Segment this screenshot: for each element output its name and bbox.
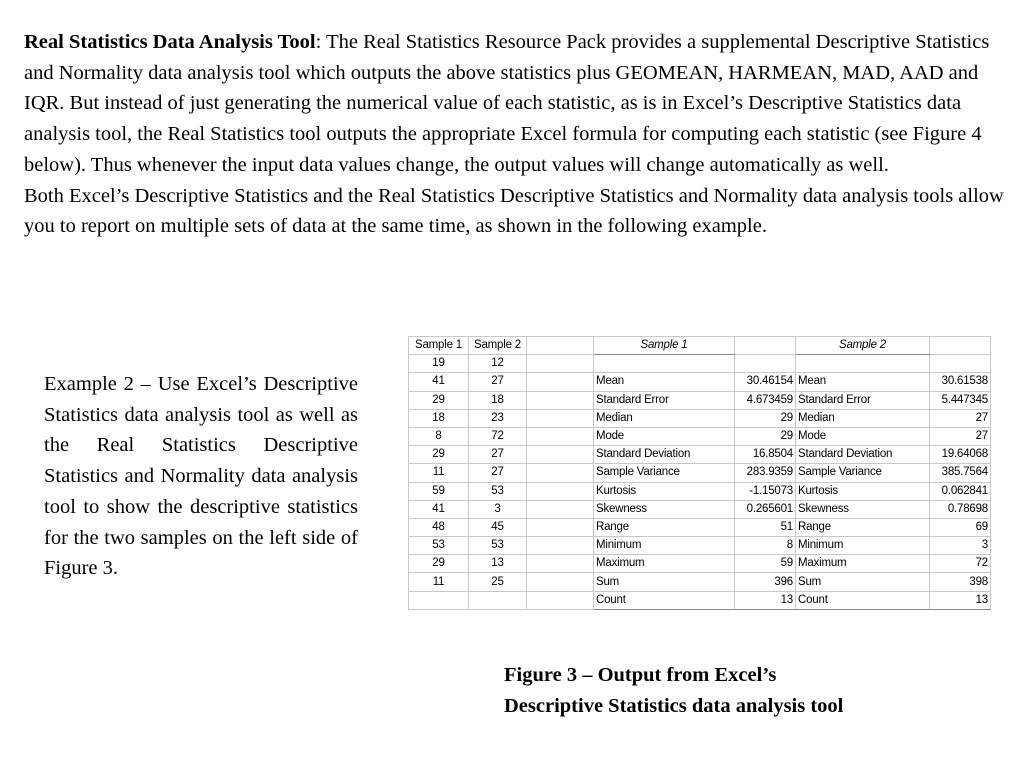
table-cell: 8 [735, 537, 796, 555]
table-cell: Mode [796, 427, 930, 445]
table-cell [527, 464, 594, 482]
table-cell [527, 427, 594, 445]
table-row [409, 464, 991, 482]
table-cell [469, 591, 527, 609]
table-cell [409, 591, 469, 609]
intro-title-separator: : [315, 31, 322, 53]
intro-paragraph-2: Both Excel’s Descriptive Statistics and the Real Statistics Descriptive Statistics and Normality data analysis tools allow you to report on multiple sets of data at the same time, as shown in the following example. [24, 184, 1004, 238]
table-cell: 59 [409, 482, 469, 500]
table-cell: Median [796, 409, 930, 427]
table-cell: 41 [409, 500, 469, 518]
caption-line-1: Figure 3 – Output from Excel’s [504, 664, 777, 686]
table-cell: 48 [409, 518, 469, 536]
table-cell: 45 [469, 518, 527, 536]
table-cell: 3 [930, 537, 991, 555]
table-cell: 25 [469, 573, 527, 591]
table-cell: 398 [930, 573, 991, 591]
header-cell: Sample 1 [409, 337, 469, 355]
table-cell: 23 [469, 409, 527, 427]
table-row [409, 391, 991, 409]
table-cell: 0.78698 [930, 500, 991, 518]
table-cell: 29 [409, 391, 469, 409]
table-cell [594, 355, 735, 373]
table-cell: 19.64068 [930, 446, 991, 464]
table-cell: Sum [796, 573, 930, 591]
table-cell: Range [594, 518, 735, 536]
table-cell: Maximum [594, 555, 735, 573]
header-cell: Sample 2 [796, 337, 930, 355]
table-cell: Minimum [796, 537, 930, 555]
table-cell: 8 [409, 427, 469, 445]
table-cell: 69 [930, 518, 991, 536]
table-cell [796, 355, 930, 373]
table-cell: Standard Deviation [796, 446, 930, 464]
table-cell [527, 409, 594, 427]
table-cell: 385.7564 [930, 464, 991, 482]
table-cell: Mode [594, 427, 735, 445]
table-cell: Mean [594, 373, 735, 391]
table-cell: Skewness [594, 500, 735, 518]
table-cell: 3 [469, 500, 527, 518]
header-cell [735, 337, 796, 355]
table-cell: Mean [796, 373, 930, 391]
table-cell [527, 391, 594, 409]
table-cell: 72 [930, 555, 991, 573]
table-cell: 12 [469, 355, 527, 373]
table-cell: 5.447345 [930, 391, 991, 409]
table-cell: 53 [469, 537, 527, 555]
table-cell: 29 [735, 427, 796, 445]
table-cell: 27 [469, 464, 527, 482]
table-cell [527, 373, 594, 391]
table-cell: 4.673459 [735, 391, 796, 409]
table-cell: Sample Variance [594, 464, 735, 482]
table-row [409, 427, 991, 445]
table-cell: 13 [930, 591, 991, 609]
intro-body-1: The Real Statistics Resource Pack provides a supplemental Descriptive Statistics and Normality data analysis tool which outputs the above statistics plus GEOMEAN, HARMEAN, MAD, AAD and IQR. But instead of just generating the numerical value of each statistic, as is in Excel’s Descriptive Statistics data analysis tool, the Real Statistics tool outputs the appropriate Excel formula for computing each statistic (see Figure 4 below). Thus whenever the input data values change, the output values will change automatically as well. [24, 31, 990, 176]
table-cell [527, 446, 594, 464]
table-cell [527, 591, 594, 609]
table-cell: 29 [409, 555, 469, 573]
table-cell: Standard Error [796, 391, 930, 409]
table-row [409, 591, 991, 609]
intro-title: Real Statistics Data Analysis Tool [24, 31, 316, 53]
table-cell: 0.062841 [930, 482, 991, 500]
spreadsheet-body [409, 337, 991, 610]
table-row [409, 409, 991, 427]
table-cell: 11 [409, 464, 469, 482]
table-cell: 19 [409, 355, 469, 373]
table-cell: 18 [469, 391, 527, 409]
table-row [409, 555, 991, 573]
table-cell: Count [594, 591, 735, 609]
table-cell: 13 [469, 555, 527, 573]
table-cell [527, 355, 594, 373]
table-row [409, 500, 991, 518]
table-row [409, 537, 991, 555]
table-cell: 283.9359 [735, 464, 796, 482]
table-cell: Kurtosis [594, 482, 735, 500]
table-cell: Range [796, 518, 930, 536]
table-cell: 59 [735, 555, 796, 573]
table-cell: 53 [469, 482, 527, 500]
table-cell [527, 482, 594, 500]
table-row [409, 355, 991, 373]
table-cell [527, 537, 594, 555]
table-cell: Skewness [796, 500, 930, 518]
table-cell: 13 [735, 591, 796, 609]
table-cell: -1.15073 [735, 482, 796, 500]
table-cell: Median [594, 409, 735, 427]
table-cell [527, 500, 594, 518]
table-cell [930, 355, 991, 373]
header-cell: Sample 2 [469, 337, 527, 355]
header-cell [527, 337, 594, 355]
intro-text [24, 27, 1009, 242]
table-cell: 18 [409, 409, 469, 427]
table-cell: 27 [930, 427, 991, 445]
table-cell [735, 355, 796, 373]
table-cell: Count [796, 591, 930, 609]
table-cell: 16.8504 [735, 446, 796, 464]
table-cell: 72 [469, 427, 527, 445]
table-cell: Maximum [796, 555, 930, 573]
table-cell: Minimum [594, 537, 735, 555]
table-cell: 41 [409, 373, 469, 391]
table-row [409, 446, 991, 464]
table-cell: Sum [594, 573, 735, 591]
table-cell: Sample Variance [796, 464, 930, 482]
table-row [409, 573, 991, 591]
table-cell: 30.46154 [735, 373, 796, 391]
table-row [409, 373, 991, 391]
figure-caption [504, 660, 974, 721]
table-cell [527, 518, 594, 536]
table-row [409, 518, 991, 536]
intro-paragraph-1 [24, 27, 1009, 181]
table-cell: 27 [469, 446, 527, 464]
table-cell [527, 555, 594, 573]
table-cell: 30.61538 [930, 373, 991, 391]
table-cell: 27 [469, 373, 527, 391]
table-cell [527, 573, 594, 591]
table-row [409, 482, 991, 500]
table-cell: Standard Error [594, 391, 735, 409]
caption-line-2: Descriptive Statistics data analysis tool [504, 694, 844, 717]
table-cell: 396 [735, 573, 796, 591]
table-cell: 53 [409, 537, 469, 555]
header-row [409, 337, 991, 355]
spreadsheet-table [408, 336, 991, 610]
table-cell: 11 [409, 573, 469, 591]
header-cell: Sample 1 [594, 337, 735, 355]
table-cell: Standard Deviation [594, 446, 735, 464]
table-cell: Kurtosis [796, 482, 930, 500]
table-cell: 29 [735, 409, 796, 427]
table-cell: 0.265601 [735, 500, 796, 518]
example-text: Example 2 – Use Excel’s Descriptive Statistics data analysis tool as well as the Real Statistics Descriptive Statistics and Normality data analysis tool to show the descriptive statistics for the two samples on the left side of Figure 3. [44, 373, 358, 580]
table-cell: 29 [409, 446, 469, 464]
table-cell: 51 [735, 518, 796, 536]
header-cell [930, 337, 991, 355]
table-cell: 27 [930, 409, 991, 427]
